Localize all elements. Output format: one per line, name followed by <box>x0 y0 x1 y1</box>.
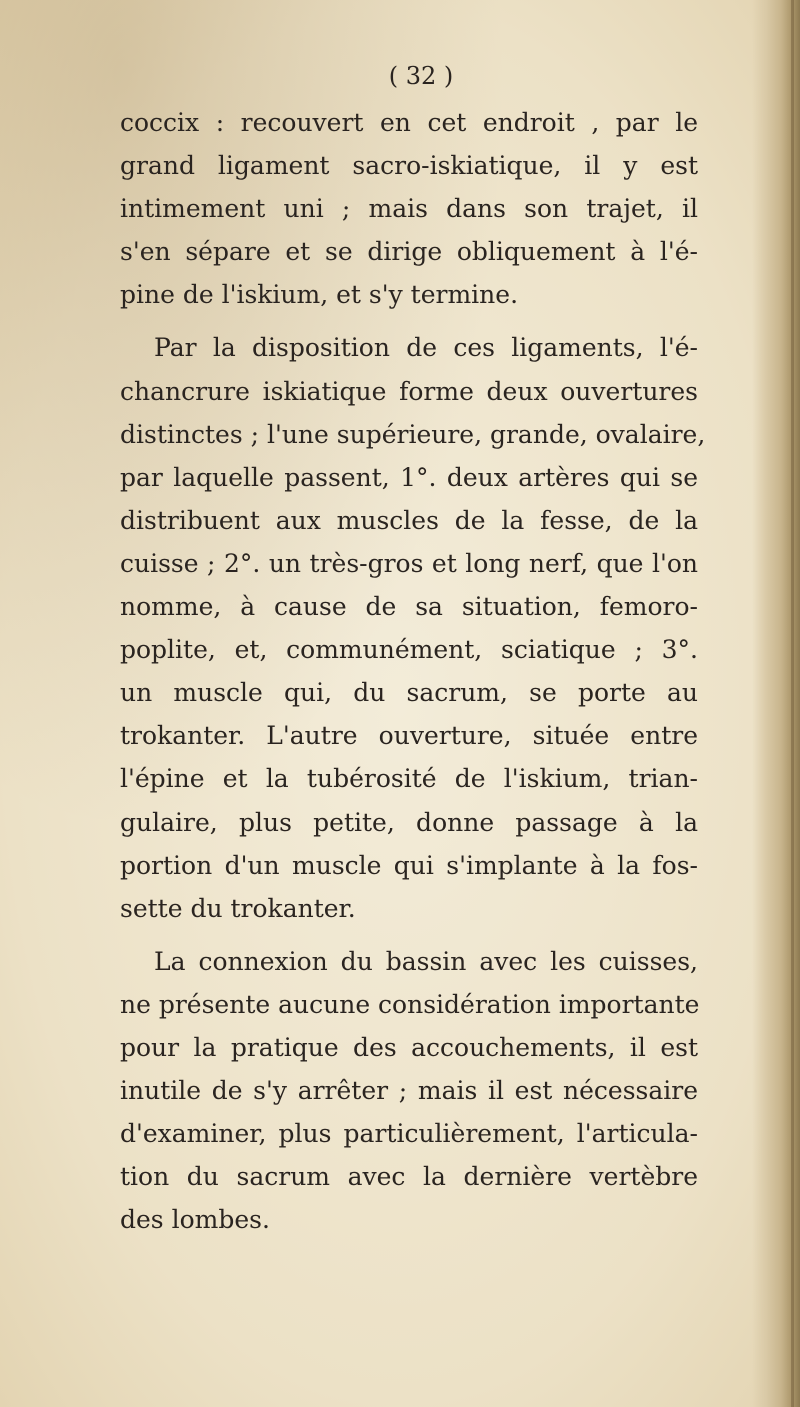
text-line: inutile de s'y arrêter ; mais il est nécessaire <box>120 1076 698 1106</box>
text-line: l'épine et la tubérosité de l'iskium, trian- <box>120 764 698 794</box>
text-line: distinctes ; l'une supérieure, grande, ovalaire, <box>120 419 706 449</box>
page-number: ( 32 ) <box>388 62 454 90</box>
text-line: pine de l'iskium, et s'y termine. <box>120 280 519 310</box>
text-line: pour la pratique des accouchements, il est <box>120 1032 698 1062</box>
text-line: nomme, à cause de sa situation, femoro- <box>120 592 698 622</box>
text-line: des lombes. <box>120 1205 270 1235</box>
text-line: trokanter. L'autre ouverture, située entre <box>120 721 698 751</box>
text-line: par laquelle passent, 1°. deux artères qui se <box>120 462 698 492</box>
text-line: cuisse ; 2°. un très-gros et long nerf, que l'on <box>120 548 698 578</box>
text-line: ne présente aucune considération importante <box>120 989 700 1019</box>
text-line: portion d'un muscle qui s'implante à la fos- <box>120 850 698 880</box>
text-line: La connexion du bassin avec les cuisses, <box>154 946 698 976</box>
page-edge-shadow <box>752 0 800 1407</box>
text-line: s'en sépare et se dirige obliquement à l'é- <box>120 237 698 267</box>
text-line: chancrure iskiatique forme deux ouvertures <box>120 376 698 406</box>
text-line: distribuent aux muscles de la fesse, de la <box>120 505 698 535</box>
text-line: grand ligament sacro-iskiatique, il y est <box>120 151 698 181</box>
text-line: Par la disposition de ces ligaments, l'é- <box>154 333 698 363</box>
paragraph-3 <box>120 940 698 1242</box>
text-line: intimement uni ; mais dans son trajet, il <box>120 194 698 224</box>
paragraph-2 <box>120 326 706 929</box>
page-text <box>120 55 706 1241</box>
text-line: coccix : recouvert en cet endroit , par le <box>120 108 698 137</box>
text-line: d'examiner, plus particulièrement, l'articula- <box>120 1119 698 1149</box>
paragraph-1 <box>120 101 698 316</box>
text-line: un muscle qui, du sacrum, se porte au <box>120 678 698 708</box>
text-line: tion du sacrum avec la dernière vertèbre <box>120 1162 698 1192</box>
text-line: gulaire, plus petite, donne passage à la <box>120 807 698 837</box>
text-line: poplite, et, communément, sciatique ; 3°. <box>120 635 698 665</box>
text-line: sette du trokanter. <box>120 893 356 923</box>
